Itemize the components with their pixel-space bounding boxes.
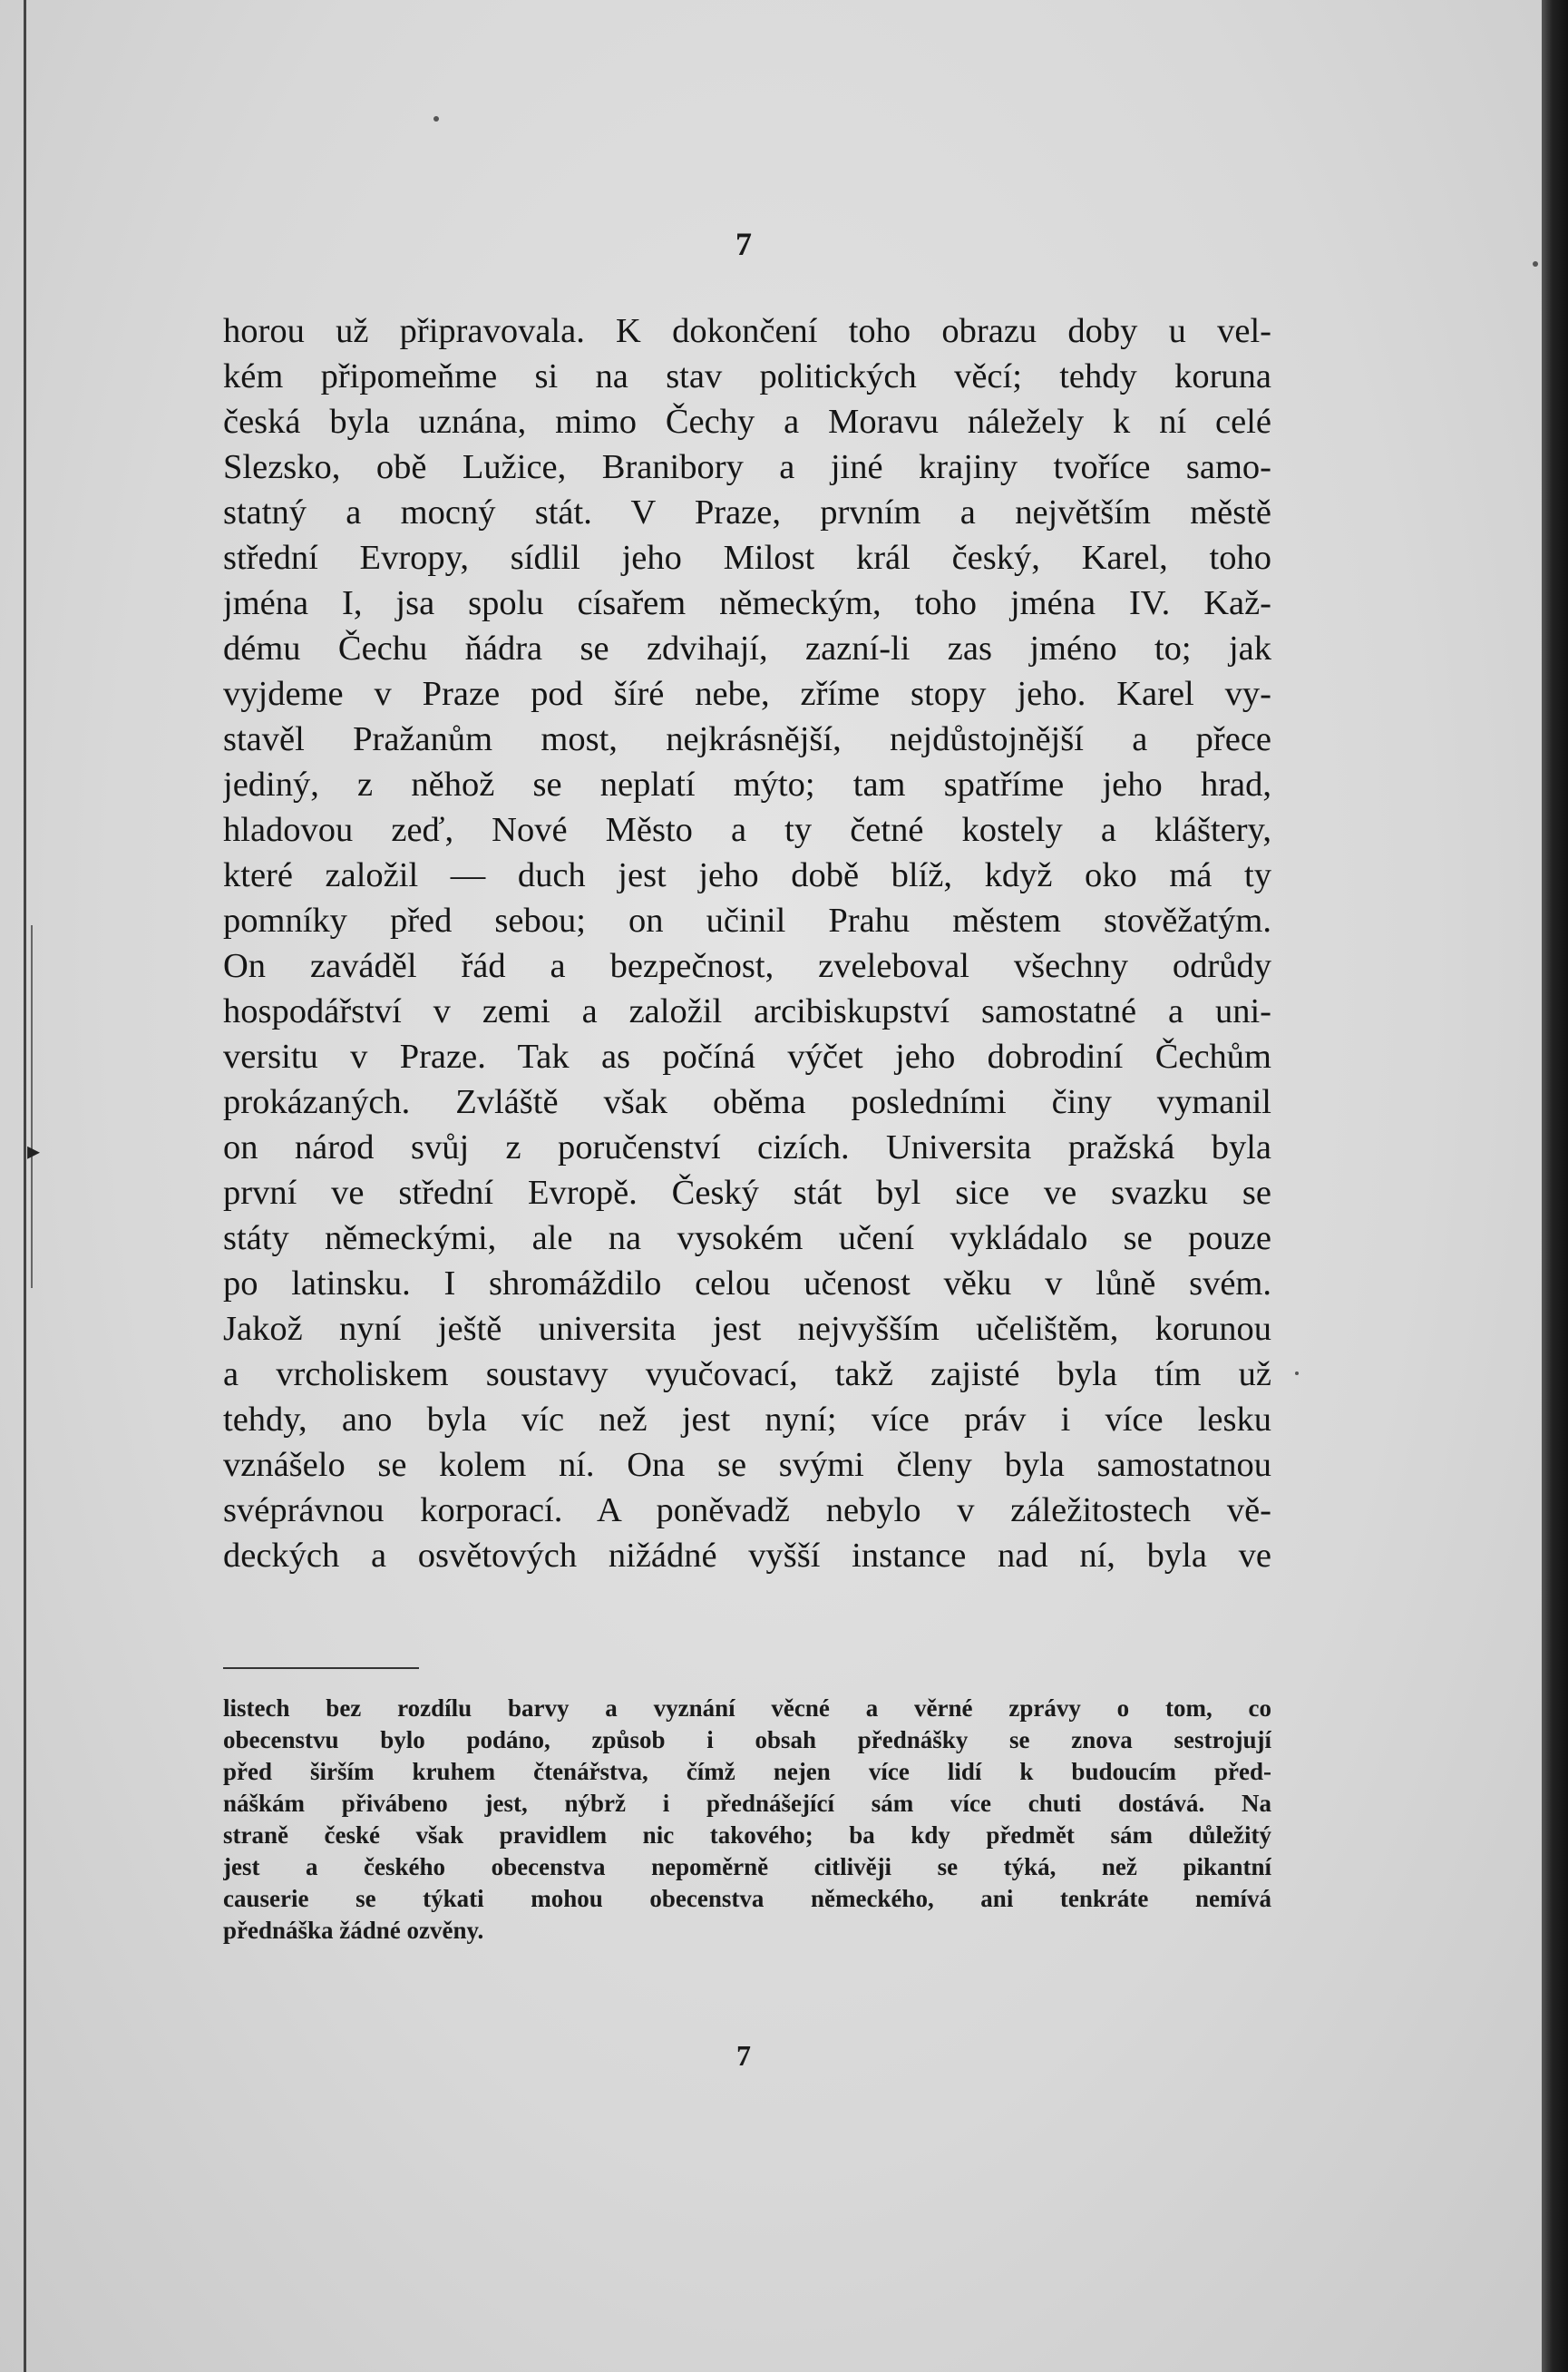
- body-line: a vrcholiskem soustavy vyučovací, takž zajisté byla tím už: [223, 1355, 1271, 1393]
- footnote-line: causerie se týkati mohou obecenstva německého, ani tenkráte nemívá: [223, 1885, 1271, 1912]
- page-number-top: 7: [735, 226, 752, 262]
- body-line: on národ svůj z poručenství cizích. Universita pražská byla: [223, 1128, 1271, 1166]
- body-line: vznášelo se kolem ní. Ona se svými členy byla samostatnou: [223, 1446, 1271, 1484]
- footnote-line: jest a českého obecenstva nepoměrně citlivěji se týká, než pikantní: [223, 1853, 1271, 1880]
- body-line: tehdy, ano byla víc než jest nyní; více práv i více lesku: [223, 1401, 1271, 1439]
- page-left-edge: [24, 0, 26, 2372]
- body-line: On zaváděl řád a bezpečnost, zveleboval všechny odrůdy: [223, 947, 1271, 985]
- body-line: dému Čechu ňádra se zdvihají, zazní-li zas jméno to; jak: [223, 630, 1271, 668]
- footnote-line: listech bez rozdílu barvy a vyznání věcné a věrné zprávy o tom, co: [223, 1694, 1271, 1722]
- body-line: vyjdeme v Praze pod šíré nebe, zříme stopy jeho. Karel vy-: [223, 675, 1271, 713]
- body-line: státy německými, ale na vysokém učení vykládalo se pouze: [223, 1219, 1271, 1257]
- body-line: stavěl Pražanům most, nejkrásnější, nejdůstojnější a přece: [223, 720, 1271, 758]
- body-line: pomníky před sebou; on učinil Prahu městem stověžatým.: [223, 902, 1271, 940]
- footnote-block: [223, 1693, 1271, 1947]
- body-line: jediný, z něhož se neplatí mýto; tam spatříme jeho hrad,: [223, 766, 1271, 804]
- body-line: střední Evropy, sídlil jeho Milost král český, Karel, toho: [223, 539, 1271, 577]
- body-line: Slezsko, obě Lužice, Branibory a jiné krajiny tvoříce samo-: [223, 448, 1271, 486]
- body-line: česká byla uznána, mimo Čechy a Moravu náležely k ní celé: [223, 403, 1271, 441]
- footnote-line: před širším kruhem čtenářstva, čímž nejen více lidí k budoucím před-: [223, 1758, 1271, 1785]
- footnote-line: přednáška žádné ozvěny.: [223, 1917, 484, 1944]
- paper-speck: [1533, 261, 1538, 267]
- body-line: hospodářství v zemi a založil arcibiskupství samostatné a uni-: [223, 992, 1271, 1030]
- paper-speck: [433, 116, 439, 122]
- body-line: horou už připravovala. K dokončení toho obrazu doby u vel-: [223, 312, 1271, 350]
- body-line: jména I, jsa spolu císařem německým, toho jména IV. Kaž-: [223, 584, 1271, 622]
- page-number-bottom: 7: [736, 2039, 751, 2072]
- edge-arrow-mark: ▸: [27, 1137, 41, 1166]
- footnote-line: obecenstvu bylo podáno, způsob i obsah přednášky se znova sestrojují: [223, 1726, 1271, 1753]
- footnote-line: straně české však pravidlem nic takového; ba kdy předmět sám důležitý: [223, 1821, 1271, 1849]
- body-line: Jakož nyní ještě universita jest nejvyšším učelištěm, korunou: [223, 1310, 1271, 1348]
- paper-speck: [1295, 1371, 1299, 1375]
- book-spine-shadow: [1542, 0, 1568, 2372]
- body-line: statný a mocný stát. V Praze, prvním a největším městě: [223, 493, 1271, 532]
- body-line: prokázaných. Zvláště však oběma posledními činy vymanil: [223, 1083, 1271, 1121]
- footnote-separator: [223, 1667, 419, 1669]
- body-text: [223, 308, 1271, 1578]
- body-line: kém připomeňme si na stav politických věcí; tehdy koruna: [223, 357, 1271, 395]
- body-line: svéprávnou korporací. A poněvadž nebylo v záležitostech vě-: [223, 1491, 1271, 1529]
- page-left-edge-shadow: [31, 925, 33, 1288]
- footnote-line: náškám přivábeno jest, nýbrž i přednášející sám více chuti dostává. Na: [223, 1790, 1271, 1817]
- body-line: první ve střední Evropě. Český stát byl sice ve svazku se: [223, 1174, 1271, 1212]
- body-line: hladovou zeď, Nové Město a ty četné kostely a kláštery,: [223, 811, 1271, 849]
- body-line: po latinsku. I shromáždilo celou učenost věku v lůně svém.: [223, 1264, 1271, 1303]
- body-line: deckých a osvětových nižádné vyšší instance nad ní, byla ve: [223, 1537, 1271, 1575]
- body-line: které založil — duch jest jeho době blíž, když oko má ty: [223, 856, 1271, 894]
- body-line: versitu v Praze. Tak as počíná výčet jeho dobrodiní Čechům: [223, 1038, 1271, 1076]
